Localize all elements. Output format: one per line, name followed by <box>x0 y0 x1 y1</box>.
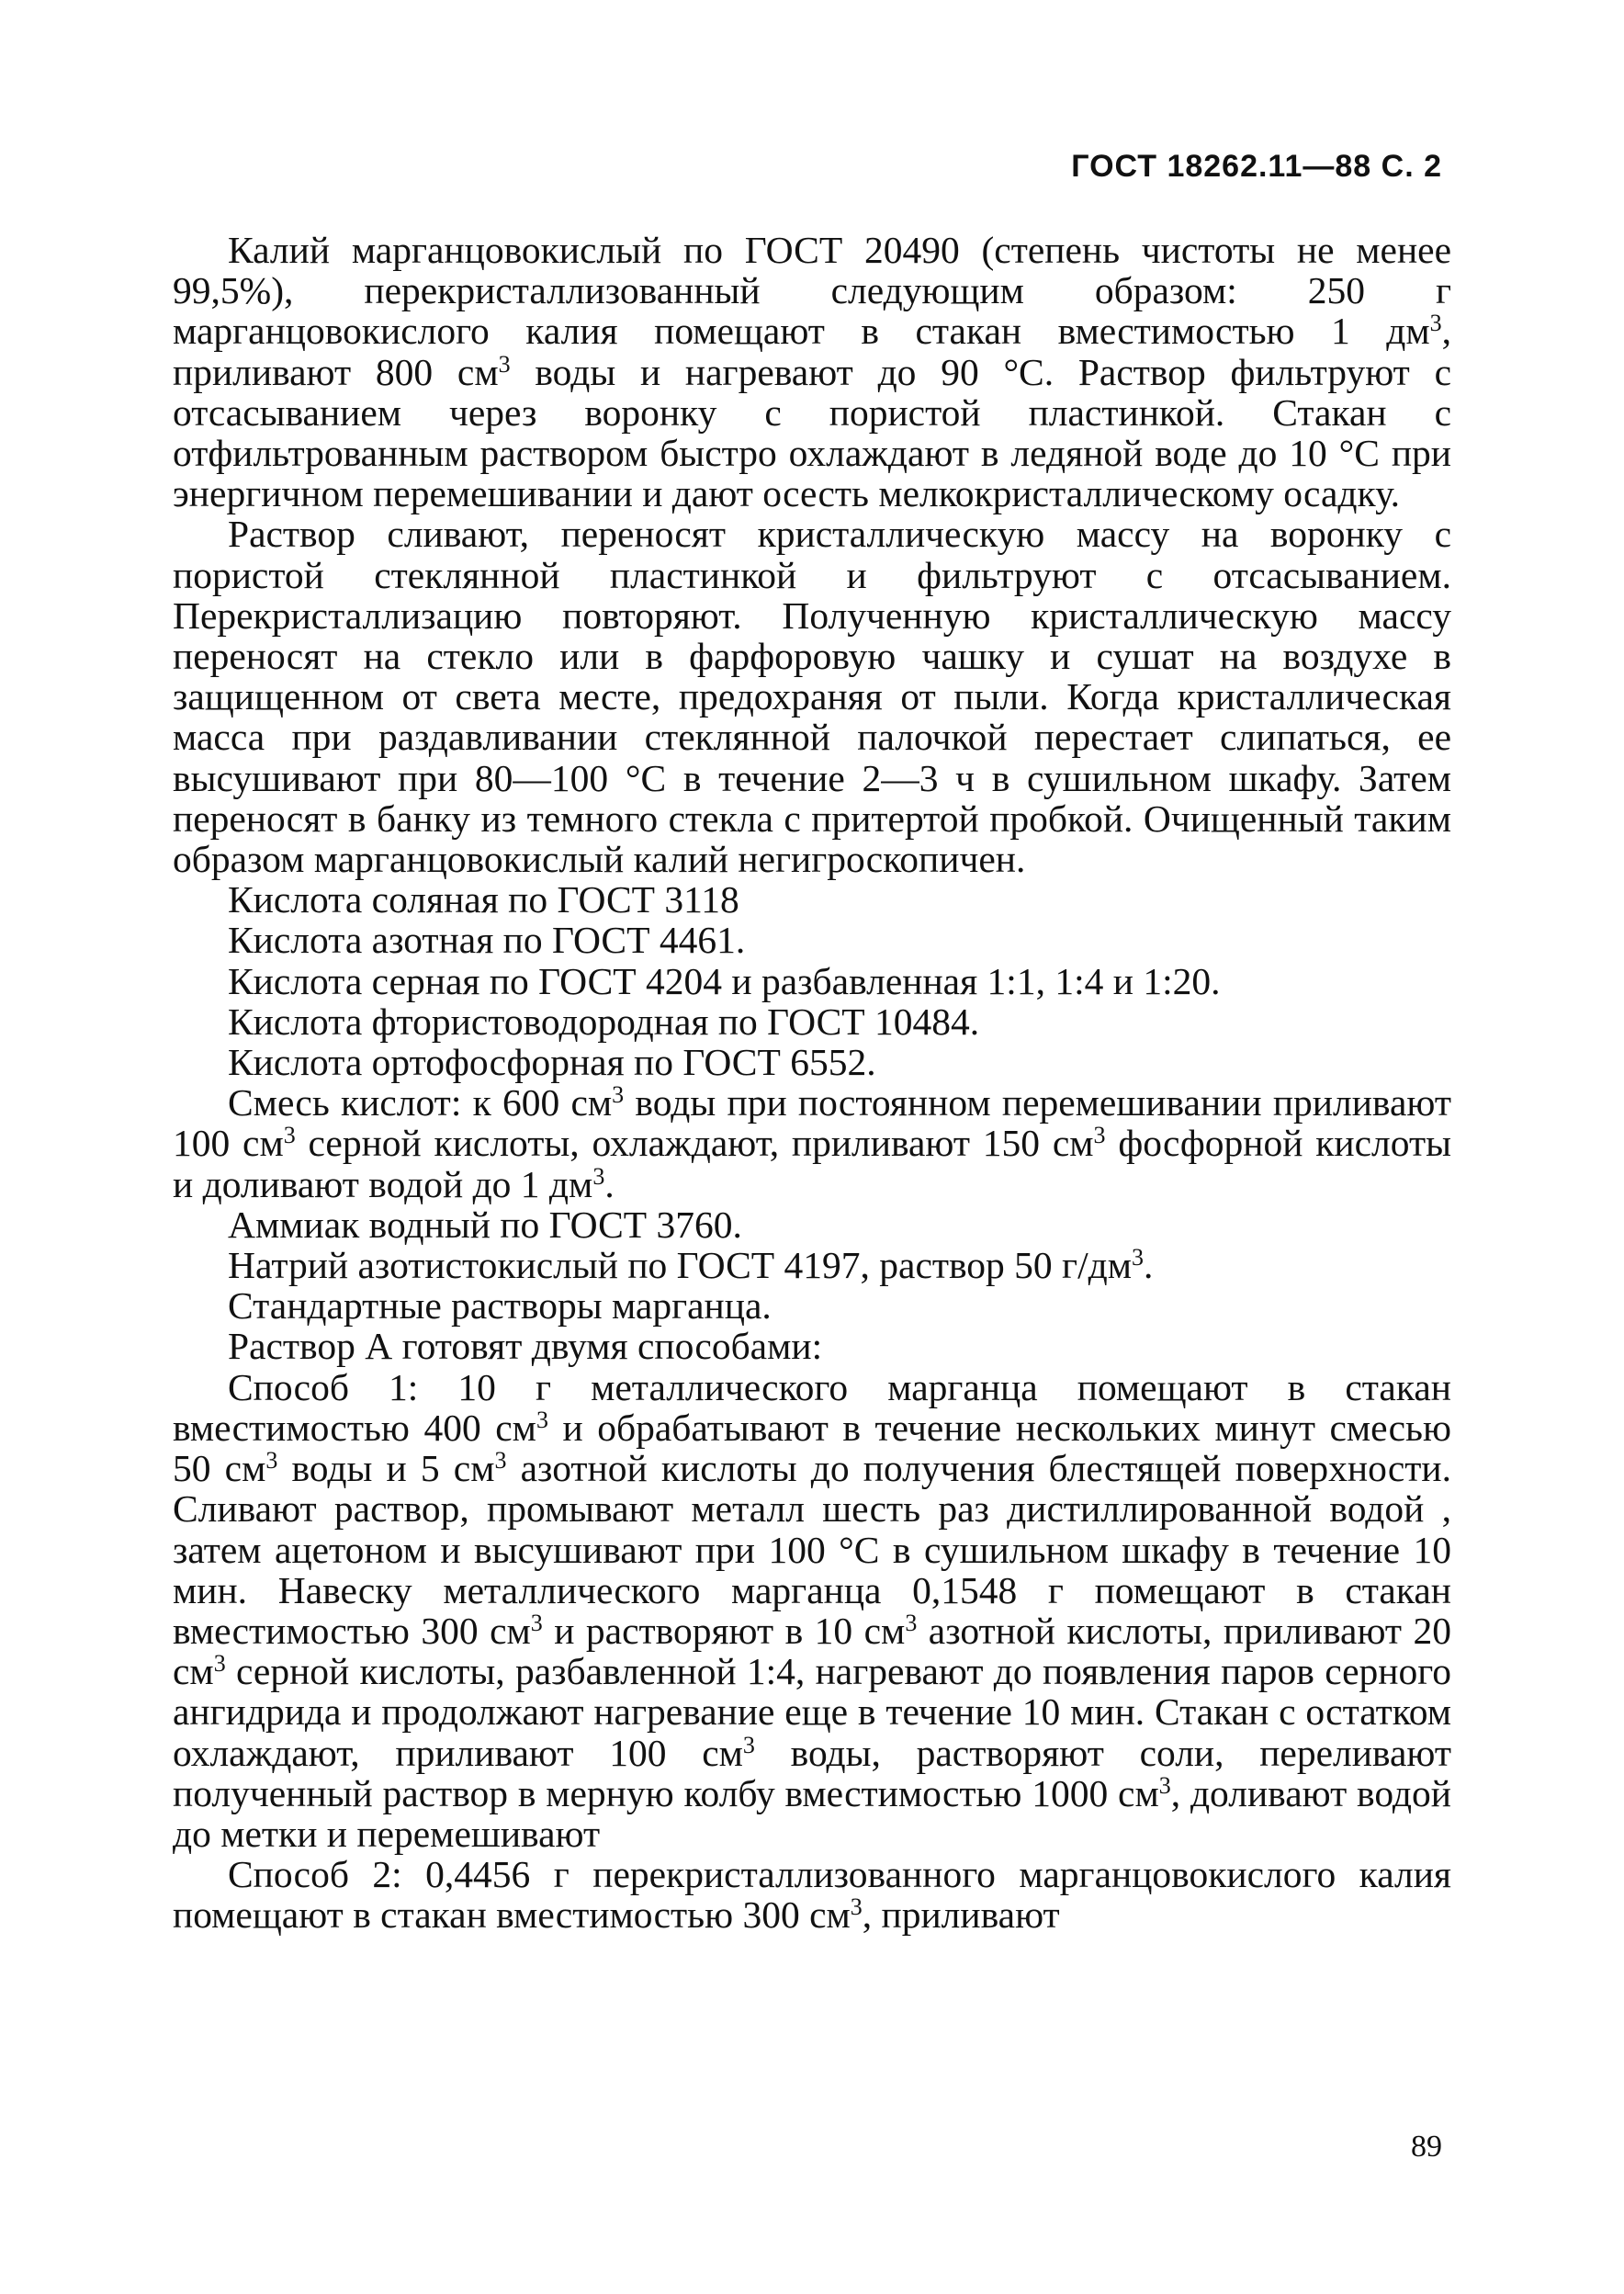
paragraph-solution-a-intro: Раствор А готовят двумя способами: <box>228 1325 823 1368</box>
reagent-hydrofluoric-acid: Кислота фтористоводородная по ГОСТ 10484. <box>228 1000 980 1043</box>
reagent-hydrochloric-acid: Кислота соляная по ГОСТ 3118 <box>228 878 739 921</box>
reagent-sulfuric-acid: Кислота серная по ГОСТ 4204 и разбавленная 1:1, 1:4 и 1:20. <box>228 959 1221 1002</box>
paragraph-method-2: Способ 2: 0,4456 г перекристаллизованного марганцовокислого калия помещают в стакан вместимостью 300 $см^3$, приливают <box>173 1853 1451 1937</box>
document-body <box>173 230 1451 1936</box>
page-number: 89 <box>1411 2130 1442 2164</box>
reagent-ammonia: Аммиак водный по ГОСТ 3760. <box>228 1203 742 1246</box>
paragraph-recrystallization: Раствор сливают, переносят кристаллическую массу на воронку с пористой стеклянной пластинкой и фильтруют с отсасыванием. Перекристаллизацию повторяют. Полученную кристаллическую массу переносят на стекло или в фарфоровую чашку и сушат на воздухе в защищенном от света месте, предохраняя от пыли. Когда кристаллическая масса при раздавливании стеклянной палочкой перестает слипаться, ее высушивают при 80—100 °С в течение 2—3 ч в сушильном шкафу. Затем переносят в банку из темного стекла с притертой пробкой. Очищенный таким образом марганцовокислый калий негигроскопичен. <box>173 513 1451 881</box>
reagent-sodium-nitrite: Натрий азотистокислый по ГОСТ 4197, раствор 50 $г/дм^3$. <box>228 1244 1154 1287</box>
page-header: ГОСТ 18262.11—88 С. 2 <box>1071 149 1442 184</box>
paragraph-method-1: Способ 1: 10 г металлического марганца помещают в стакан вместимостью 400 $см^3$ и обрабатывают в течение нескольких минут смесью 50 $см^3$ воды и 5 $см^3$ азотной кислоты до получения блестящей поверхности. Сливают раствор, промывают металл шесть раз дистиллированной водой , затем ацетоном и высушивают при 100 °С в сушильном шкафу в течение 10 мин. Навеску металлического марганца 0,1548 г помещают в стакан вместимостью 300 $см^3$ и растворяют в 10 $см^3$ азотной кислоты, приливают 20 $см^3$ серной кислоты, разбавленной 1:4, нагревают до появления паров серного ангидрида и продолжают нагревание еще в течение 10 мин. Стакан с остатком охлаждают, приливают 100 $см^3$ воды, растворяют соли, переливают полученный раствор в мерную колбу вместимостью 1000 $см^3$, доливают водой до метки и перемешивают <box>173 1365 1452 1855</box>
reagent-nitric-acid: Кислота азотная по ГОСТ 4461. <box>228 919 746 962</box>
paragraph-potassium-permanganate: Калий марганцовокислый по ГОСТ 20490 (степень чистоты не менее 99,5%), перекристаллизованный следующим образом: 250 г марганцовокислого калия помещают в стакан вместимостью 1 $дм^3$, приливают 800 $см^3$ воды и нагревают до 90 °С. Раствор фильтруют с отсасыванием через воронку с пористой пластинкой. Стакан с отфильтрованным раствором быстро охлаждают в ледяной воде до 10 °С при энергичном перемешивании и дают осесть мелкокристаллическому осадку. <box>173 229 1451 515</box>
paragraph-acid-mixture: Смесь кислот: к 600 $см^3$ воды при постоянном перемешивании приливают 100 $см^3$ серной кислоты, охлаждают, приливают 150 $см^3$ фосфорной кислоты и доливают водой до 1 $дм^3$. <box>173 1081 1451 1205</box>
reagent-phosphoric-acid: Кислота ортофосфорная по ГОСТ 6552. <box>228 1041 876 1084</box>
section-standard-solutions: Стандартные растворы марганца. <box>228 1284 772 1328</box>
